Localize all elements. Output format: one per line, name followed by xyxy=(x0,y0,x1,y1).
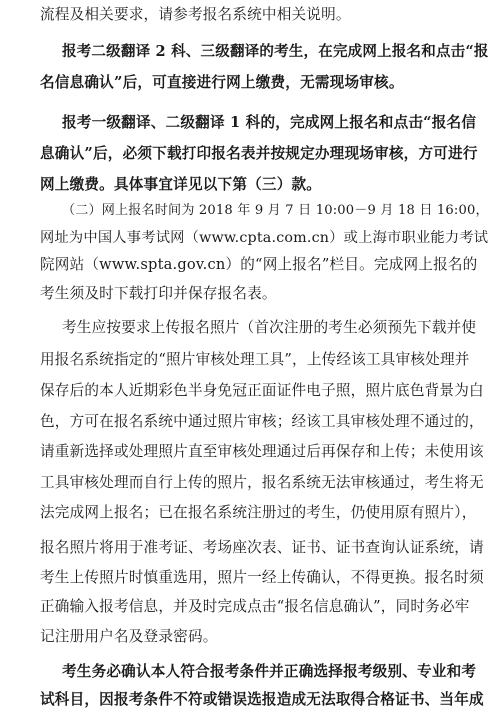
text-line: 流程及相关要求，请参考报名系统中相关说明。 xyxy=(40,6,351,23)
text-line: 请重新选择或处理照片直至审核处理通过后再保存和上传；未使用该 xyxy=(40,443,484,460)
text-line: 法完成网上报名；已在报名系统注册过的考生，仍使用原有照片）， xyxy=(40,504,477,521)
text-line: 考生上传照片时慎重选用，照片一经上传确认，不得更换。报名时须 xyxy=(40,569,484,586)
text-line: 保存后的本人近期彩色半身免冠正面证件电子照，照片底色背景为白 xyxy=(40,382,484,399)
text-line: 考生应按要求上传报名照片（首次注册的考生必须预先下载并使 xyxy=(62,319,477,336)
text-line: 名信息确认”后，可直接进行网上缴费，无需现场审核。 xyxy=(40,74,404,91)
text-line: 院网站（www.spta.gov.cn）的“网上报名”栏目。完成网上报名的 xyxy=(40,256,478,273)
text-line: 工具审核处理而自行上传的照片，报名系统无法审核通过，考生将无 xyxy=(40,474,484,491)
text-line: 正确输入报考信息，并及时完成点击“报名信息确认”，同时务必牢 xyxy=(40,598,470,615)
text-line: 报考二级翻译 2 科、三级翻译的考生，在完成网上报名和点击“报 xyxy=(62,43,489,60)
text-line: 考生须及时下载打印并保存报名表。 xyxy=(40,285,277,302)
text-line: 网址为中国人事考试网（www.cpta.com.cn）或上海市职业能力考试 xyxy=(40,230,489,246)
text-line: 息确认”后，必须下载打印报名表并按规定办理现场审核，方可进行 xyxy=(40,145,478,162)
text-line: 网上缴费。具体事宜详见以下第（三）款。 xyxy=(40,176,322,193)
text-line: 色，方可在报名系统中通过照片审核；经该工具审核处理不通过的， xyxy=(40,413,484,430)
text-line: 考生务必确认本人符合报考条件并正确选择报考级别、专业和考 xyxy=(62,663,477,680)
text-line: 试科目，因报考条件不符或错误选报造成无法取得合格证书、当年成 xyxy=(40,691,484,708)
text-line: 用报名系统指定的“照片审核处理工具”，上传经该工具审核处理并 xyxy=(40,351,470,368)
text-line: （二）网上报名时间为 2018 年 9 月 7 日 10:00－9 月 18 日 16:00， xyxy=(62,203,489,218)
text-line: 记注册用户名及登录密码。 xyxy=(40,628,218,645)
text-line: 报名照片将用于准考证、考场座次表、证书、证书查询认证系统，请 xyxy=(40,539,484,556)
text-line: 报考一级翻译、二级翻译 1 科的，完成网上报名和点击“报名信 xyxy=(62,114,477,131)
